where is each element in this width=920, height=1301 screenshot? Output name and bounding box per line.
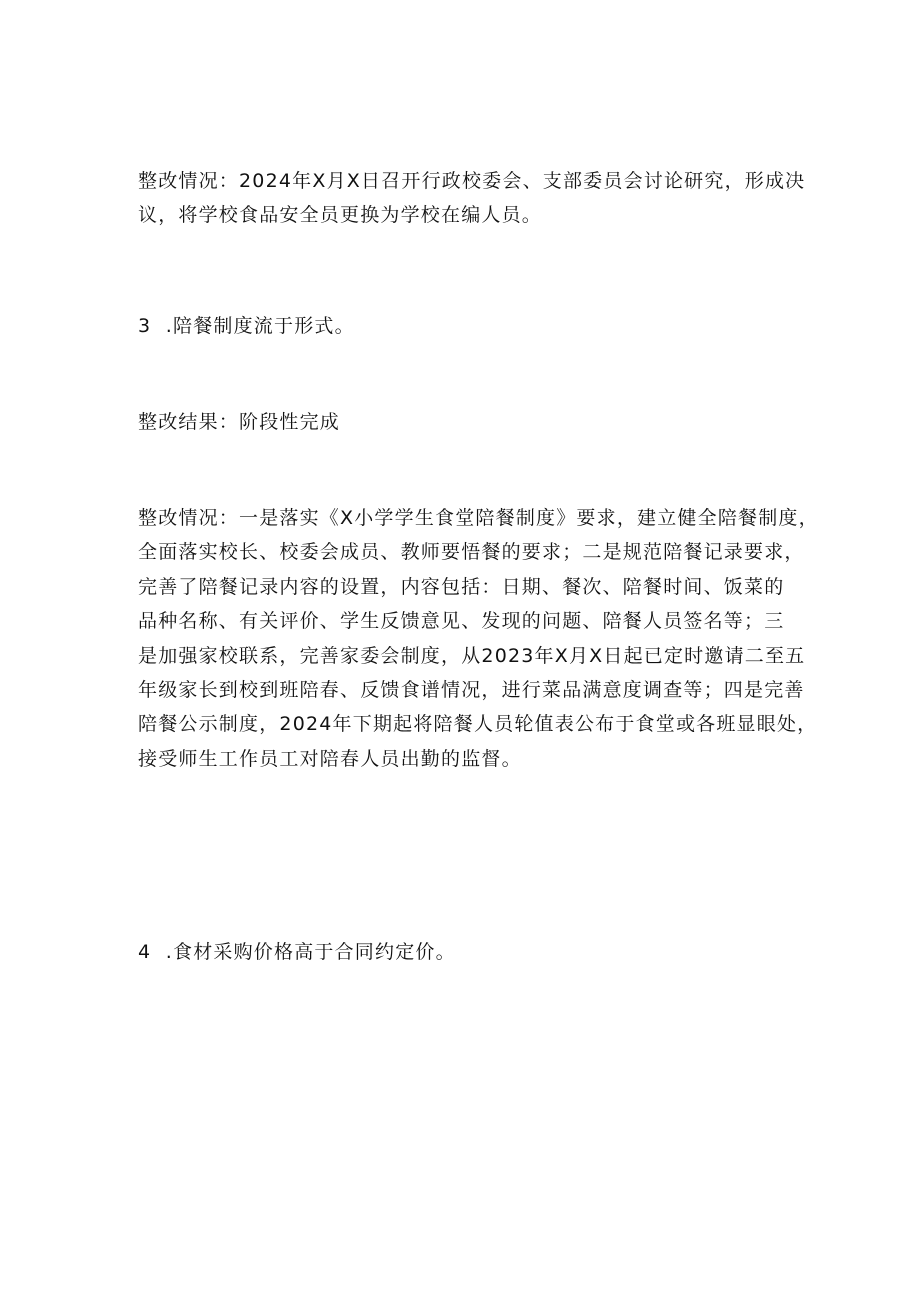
text-line: 4 .食材采购价格高于合同约定价。 <box>138 941 456 963</box>
text-line: 陪餐公示制度，2024年下期起将陪餐人员轮值表公布于食堂或各班显眼处， <box>138 713 818 736</box>
text-line: 全面落实校长、校委会成员、教师要悟餐的要求；二是规范陪餐记录要求， <box>138 541 805 564</box>
paragraph-rectification-status-food-safety <box>138 164 806 232</box>
text-line: 整改情况：一是落实《X小学学生食堂陪餐制度》要求，建立健全陪餐制度， <box>138 507 819 529</box>
text-line: 完善了陪餐记录内容的设置，内容包括：日期、餐次、陪餐时间、饭菜的 <box>138 575 785 598</box>
text-line: 3 .陪餐制度流于形式。 <box>138 315 355 337</box>
text-line: 年级家长到校到班陪春、反馈食谱情况，进行菜品满意度调查等；四是完善 <box>138 678 805 701</box>
heading-item-3 <box>138 309 798 343</box>
paragraph-rectification-status-dining <box>138 501 819 776</box>
heading-item-4 <box>138 935 798 969</box>
text-line: 是加强家校联系，完善家委会制度，从2023年X月X日起已定时邀请二至五 <box>138 644 806 667</box>
text-line: 议，将学校食品安全员更换为学校在编人员。 <box>138 204 543 226</box>
text-line: 整改情况：2024年X月X日召开行政校委会、支部委员会讨论研究，形成决 <box>138 170 806 192</box>
paragraph-rectification-result <box>138 405 798 439</box>
text-line: 整改结果：阶段性完成 <box>138 411 341 433</box>
text-line: 品种名称、有关评价、学生反馈意见、发现的问题、陪餐人员签名等；三 <box>138 610 785 633</box>
text-line: 接受师生工作员工对陪春人员出勤的监督。 <box>138 747 522 770</box>
